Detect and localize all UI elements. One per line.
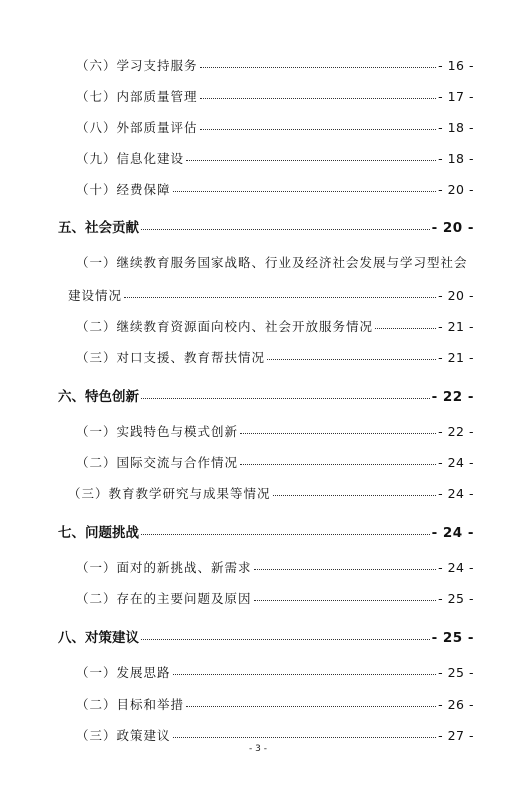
toc-entry[interactable] (76, 453, 474, 471)
toc-entry-page: - 25 - (438, 665, 474, 680)
toc-section-heading[interactable] (58, 521, 474, 541)
toc-entry[interactable] (68, 484, 474, 502)
dot-leader (200, 129, 437, 130)
dot-leader (240, 433, 436, 434)
page-number: - 3 - (249, 744, 267, 754)
toc-entry-title: （一）发展思路 (76, 665, 171, 680)
dot-leader (375, 328, 436, 329)
toc-entry[interactable] (76, 726, 474, 744)
toc-entry-page: - 25 - (438, 591, 474, 606)
toc-entry-title: （七）内部质量管理 (76, 89, 198, 104)
toc-entry-page: - 20 - (438, 288, 474, 303)
toc-entry-page: - 27 - (438, 728, 474, 743)
toc-entry-page: - 24 - (438, 455, 474, 470)
toc-entry-page: - 22 - (431, 389, 474, 405)
dot-leader (141, 229, 430, 230)
toc-entry[interactable] (76, 663, 474, 681)
toc-entry-title: （三）教育教学研究与成果等情况 (68, 486, 271, 501)
dot-leader (200, 67, 437, 68)
toc-section-heading[interactable] (58, 626, 474, 646)
toc-entry-first-line[interactable]: （一）继续教育服务国家战略、行业及经济社会发展与学习型社会 (76, 255, 468, 270)
dot-leader (173, 737, 437, 738)
toc-entry[interactable] (68, 286, 474, 304)
toc-entry-page: - 24 - (438, 560, 474, 575)
dot-leader (186, 706, 436, 707)
toc-entry-title: 建设情况 (68, 288, 123, 303)
toc-entry[interactable] (76, 118, 474, 136)
toc-entry-title: （一）面对的新挑战、新需求 (76, 560, 252, 575)
toc-entry-page: - 21 - (438, 350, 474, 365)
toc-entry-page: - 21 - (438, 319, 474, 334)
toc-entry-title: （九）信息化建设 (76, 151, 185, 166)
dot-leader (254, 569, 437, 570)
dot-leader (124, 297, 436, 298)
toc-entry-title: 五、社会贡献 (58, 220, 139, 236)
toc-section-heading[interactable] (58, 216, 474, 236)
dot-leader (254, 600, 437, 601)
toc-entry-title: （三）政策建议 (76, 728, 171, 743)
toc-entry-page: - 20 - (431, 220, 474, 236)
toc-section-heading[interactable] (58, 385, 474, 405)
toc-entry[interactable] (76, 348, 474, 366)
toc-entry-title: （六）学习支持服务 (76, 58, 198, 73)
toc-entry-title: 七、问题挑战 (58, 525, 139, 541)
toc-entry[interactable] (76, 56, 474, 74)
toc-entry[interactable] (76, 589, 474, 607)
toc-entry-page: - 18 - (438, 120, 474, 135)
toc-entry-page: - 18 - (438, 151, 474, 166)
toc-entry-title: （二）目标和举措 (76, 697, 185, 712)
dot-leader (200, 98, 437, 99)
dot-leader (141, 639, 430, 640)
toc-entry[interactable] (76, 317, 474, 335)
dot-leader (186, 160, 436, 161)
toc-entry-title: （二）继续教育资源面向校内、社会开放服务情况 (76, 319, 374, 334)
dot-leader (267, 359, 436, 360)
toc-entry-title: （二）存在的主要问题及原因 (76, 591, 252, 606)
toc-entry[interactable] (76, 558, 474, 576)
toc-entry-page: - 24 - (438, 486, 474, 501)
toc-entry-page: - 20 - (438, 182, 474, 197)
toc-entry-title: （八）外部质量评估 (76, 120, 198, 135)
toc-entry-page: - 26 - (438, 697, 474, 712)
dot-leader (141, 534, 430, 535)
toc-entry[interactable] (76, 422, 474, 440)
toc-entry-page: - 22 - (438, 424, 474, 439)
toc-entry-page: - 16 - (438, 58, 474, 73)
dot-leader (173, 674, 437, 675)
toc-entry-page: - 24 - (431, 525, 474, 541)
toc-entry-title: 六、特色创新 (58, 389, 139, 405)
toc-entry-title: （二）国际交流与合作情况 (76, 455, 239, 470)
toc-entry-title: （三）对口支援、教育帮扶情况 (76, 350, 266, 365)
dot-leader (173, 191, 437, 192)
dot-leader (141, 398, 430, 399)
toc-entry-page: - 25 - (431, 630, 474, 646)
toc-entry[interactable] (76, 180, 474, 198)
dot-leader (273, 495, 437, 496)
toc-entry[interactable] (76, 87, 474, 105)
toc-entry-title: （一）实践特色与模式创新 (76, 424, 239, 439)
toc-entry[interactable] (76, 149, 474, 167)
toc-entry-title: （十）经费保障 (76, 182, 171, 197)
dot-leader (240, 464, 436, 465)
toc-entry-title: 八、对策建议 (58, 630, 139, 646)
toc-entry-page: - 17 - (438, 89, 474, 104)
toc-entry[interactable] (76, 695, 474, 713)
